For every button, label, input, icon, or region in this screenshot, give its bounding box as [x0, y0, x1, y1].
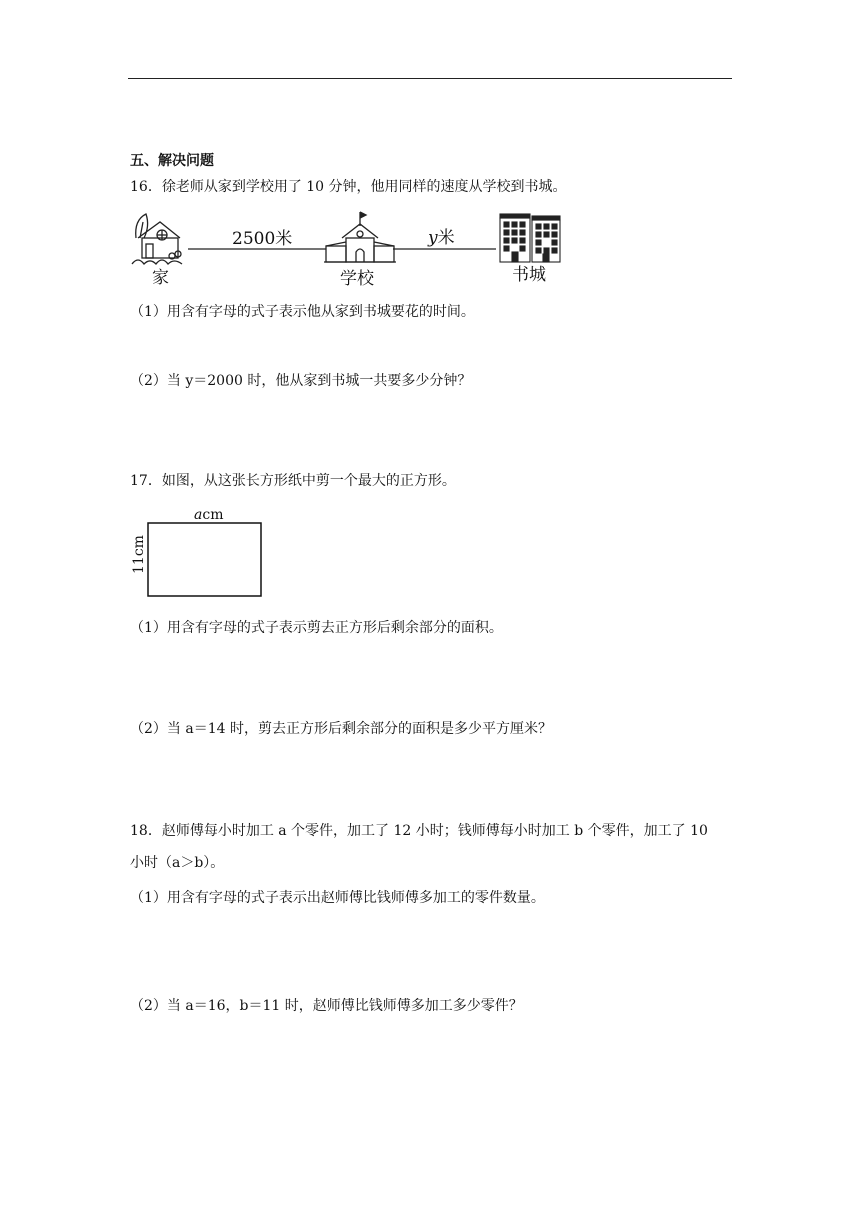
bookcity-buildings-icon: [500, 214, 560, 262]
q18-line2: 小时（a＞b）。: [130, 855, 225, 871]
q17-text: 17．如图，从这张长方形纸中剪一个最大的正方形。: [130, 473, 456, 489]
distance-home-school-label: 2500米: [232, 229, 293, 249]
q18-sub2: （2）当 a＝16，b＝11 时，赵师傅比钱师傅多加工多少零件？: [130, 998, 523, 1014]
bookcity-label: 书城: [512, 265, 546, 285]
q16-sub2: （2）当 y＝2000 时，他从家到书城一共要多少分钟？: [130, 373, 472, 389]
q16-sub1: （1）用含有字母的式子表示他从家到书城要花的时间。: [130, 304, 475, 320]
q16-figure: [128, 208, 588, 288]
rect-top-label: acm: [194, 507, 224, 523]
distance-school-bookcity-label: y米: [428, 228, 455, 248]
paper-rectangle: [148, 523, 261, 596]
house-icon: [132, 214, 182, 264]
q17-sub1: （1）用含有字母的式子表示剪去正方形后剩余部分的面积。: [130, 620, 503, 636]
home-label: 家: [152, 268, 169, 288]
school-label: 学校: [340, 269, 374, 288]
q17-rectangle-figure: [126, 502, 276, 602]
q18-line1: 18．赵师傅每小时加工 a 个零件，加工了 12 小时；钱师傅每小时加工 b 个零件，加工了 10: [130, 823, 708, 839]
rect-side-label: 11cm: [131, 535, 147, 574]
header-rule: [128, 78, 732, 79]
q17-sub2: （2）当 a＝14 时，剪去正方形后剩余部分的面积是多少平方厘米？: [130, 721, 552, 737]
q16-text: 16．徐老师从家到学校用了 10 分钟，他用同样的速度从学校到书城。: [130, 179, 567, 195]
q18-sub1: （1）用含有字母的式子表示出赵师傅比钱师傅多加工的零件数量。: [130, 890, 545, 906]
school-icon: [324, 212, 396, 262]
section-title: 五、解决问题: [130, 153, 214, 169]
